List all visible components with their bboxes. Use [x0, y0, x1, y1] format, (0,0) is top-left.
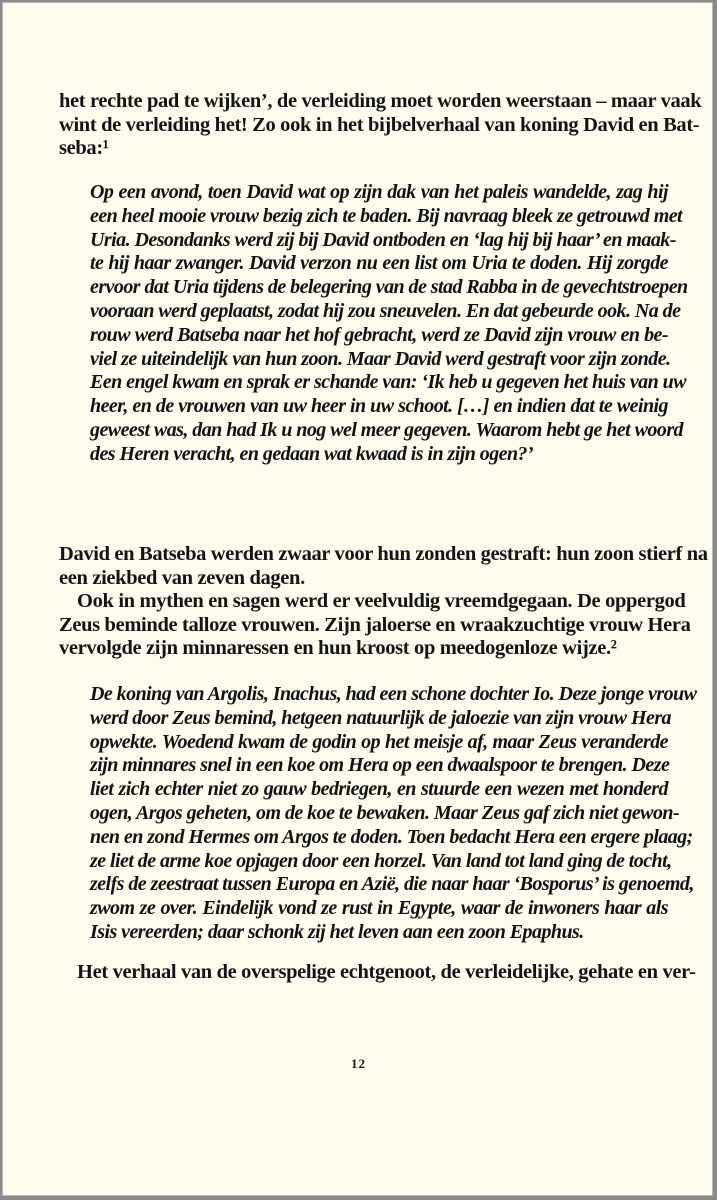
- quote-line: geweest was, dan had Ik u nog wel meer gegeven. Waarom hebt ge het woord: [90, 418, 683, 441]
- quote-line: des Heren veracht, en gedaan wat kwaad is in zijn ogen?’: [90, 442, 534, 465]
- quote-line: ogen, Argos geheten, om de koe te bewaken. Maar Zeus gaf zich niet gewon-: [90, 801, 680, 824]
- quote-line: vooraan werd geplaatst, zodat hij zou sneuvelen. En dat gebeurde ook. Na de: [90, 299, 681, 322]
- quote-line: Een engel kwam en sprak er schande van: ‘Ik heb u gegeven het huis van uw: [90, 371, 686, 394]
- text-line: seba:¹: [59, 137, 109, 159]
- quote-line: een heel mooie vrouw bezig zich te baden. Bij navraag bleek ze getrouwd met: [90, 204, 683, 227]
- quote-line: zwom ze over. Eindelijk vond ze rust in Egypte, waar de inwoners haar als: [90, 897, 668, 920]
- quote-line: Op een avond, toen David wat op zijn dak van het paleis wandelde, zag hij: [90, 181, 668, 203]
- quote-line: nen en zond Hermes om Argos te doden. Toen bedacht Hera een ergere plaag;: [90, 825, 693, 848]
- quote-david-batseba: [90, 181, 688, 467]
- text-line: het rechte pad te wijken’, de verleiding moet worden weerstaan – maar vaak: [59, 90, 702, 112]
- quote-line: viel ze uiteindelijk van hun zoon. Maar David werd gestraft voor zijn zonde.: [90, 347, 671, 370]
- quote-line: ervoor dat Uria tijdens de belegering van de stad Rabba in de gevechtstroepen: [90, 276, 688, 299]
- book-page: [2, 2, 713, 1196]
- paragraph-intro: [59, 90, 702, 161]
- quote-line: werd door Zeus bemind, hetgeen natuurlijk de jaloezie van zijn vrouw Hera: [90, 706, 672, 729]
- quote-line: heer, en de vrouwen van uw heer in uw schoot. […] en indien dat te weinig: [90, 395, 668, 418]
- text-line: Ook in mythen en sagen werd er veelvuldig vreemdgegaan. De oppergod: [77, 590, 686, 612]
- text-line: David en Batseba werden zwaar voor hun zonden gestraft: hun zoon stierf na: [59, 543, 708, 565]
- quote-line: zelfs de zeestraat tussen Europa en Azië, die naar haar ‘Bosporus’ is genoemd,: [90, 873, 694, 896]
- quote-line: opwekte. Woedend kwam de godin op het meisje af, maar Zeus veranderde: [90, 730, 668, 753]
- paragraph-closing: [59, 961, 696, 985]
- text-line: vervolgde zijn minnaressen en hun kroost op meedogenloze wijze.²: [59, 637, 617, 659]
- quote-line: zijn minnares snel in een koe om Hera op een dwaalspoor te brengen. Deze: [90, 754, 670, 777]
- quote-line: Isis vereerden; daar schonk zij het leven aan een zoon Epaphus.: [90, 920, 584, 943]
- page-number: 12: [351, 1056, 366, 1071]
- quote-line: te hij haar zwanger. David verzon nu een list om Uria te doden. Hij zorgde: [90, 252, 668, 275]
- quote-line: Uria. Desondanks werd zij bij David ontboden en ‘lag hij bij haar’ en maak-: [90, 228, 676, 251]
- paragraph-myths: [59, 590, 691, 661]
- text-line: Zeus beminde talloze vrouwen. Zijn jaloerse en wraakzuchtige vrouw Hera: [59, 613, 691, 636]
- quote-line: De koning van Argolis, Inachus, had een schone dochter Io. Deze jonge vrouw: [90, 683, 697, 705]
- quote-zeus-io: [90, 683, 697, 945]
- paragraph-punishment: [59, 543, 708, 590]
- quote-line: liet zich echter niet zo gauw bedriegen, en stuurde een wezen met honderd: [90, 778, 668, 801]
- text-line: Het verhaal van de overspelige echtgenoot, de verleidelijke, gehate en ver-: [77, 961, 696, 983]
- quote-line: rouw werd Batseba naar het hof gebracht, werd ze David zijn vrouw en be-: [90, 323, 668, 346]
- text-line: wint de verleiding het! Zo ook in het bijbelverhaal van koning David en Bat-: [59, 113, 700, 136]
- quote-line: ze liet de arme koe opjagen door een horzel. Van land tot land ging de tocht,: [90, 849, 672, 872]
- text-line: een ziekbed van zeven dagen.: [59, 566, 305, 589]
